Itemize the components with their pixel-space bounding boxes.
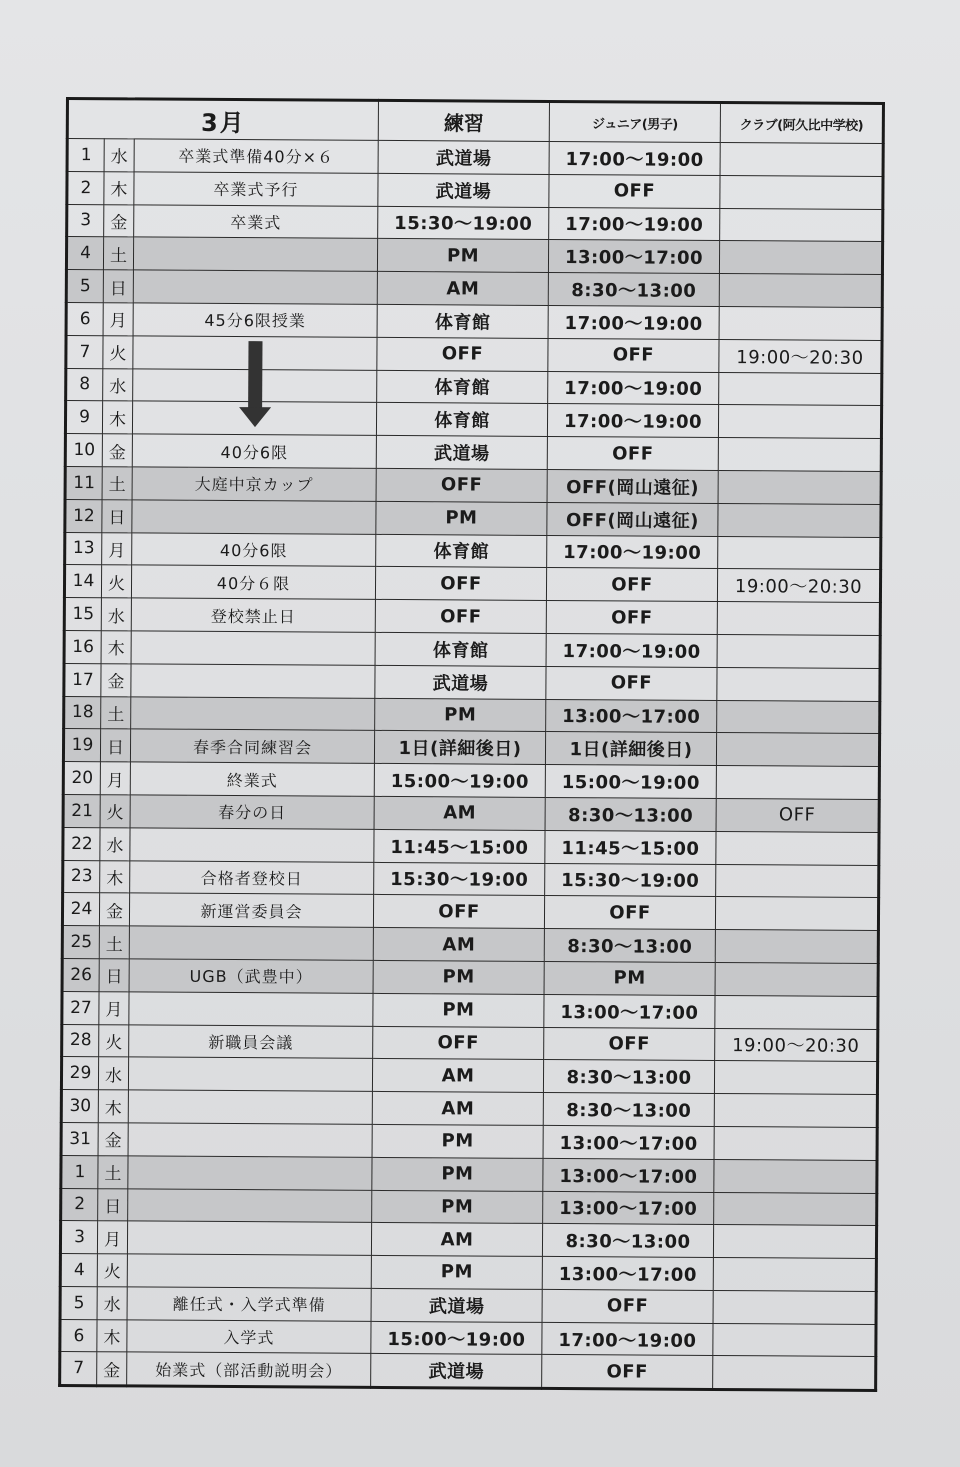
weekday: 月 <box>97 1221 127 1254</box>
club-header: クラブ(阿久比中学校) <box>720 102 883 143</box>
table-row <box>65 499 881 537</box>
day-number: 23 <box>63 860 100 893</box>
junior-cell: OFF <box>544 1027 715 1061</box>
weekday: 土 <box>98 1155 128 1188</box>
day-number: 31 <box>61 1122 98 1155</box>
table-row <box>61 1057 877 1095</box>
event-cell <box>132 500 376 534</box>
weekday: 水 <box>100 827 130 860</box>
day-number: 5 <box>60 1286 97 1319</box>
club-cell <box>719 372 882 406</box>
table-row <box>65 532 881 570</box>
event-cell: 離任式・入学式準備 <box>127 1287 371 1321</box>
event-cell: 45分6限授業 <box>133 303 377 337</box>
practice-header: 練習 <box>378 100 549 141</box>
junior-cell: 13:00〜17:00 <box>543 1158 714 1192</box>
weekday: 火 <box>97 1254 127 1287</box>
club-cell <box>717 602 880 636</box>
table-row <box>63 794 879 832</box>
junior-cell: 8:30〜13:00 <box>542 1224 713 1258</box>
event-cell: 大庭中京カップ <box>132 467 376 501</box>
practice-cell: 1日(詳細後日) <box>374 731 545 765</box>
event-cell: 入学式 <box>127 1320 371 1354</box>
table-row <box>67 204 883 242</box>
weekday: 火 <box>103 336 133 369</box>
practice-cell: PM <box>373 960 544 994</box>
weekday: 月 <box>103 303 133 336</box>
weekday: 水 <box>101 598 131 631</box>
table-row <box>64 630 880 668</box>
practice-cell: OFF <box>377 337 548 371</box>
junior-cell: 13:00〜17:00 <box>546 699 717 733</box>
weekday: 日 <box>103 270 133 303</box>
table-row <box>63 827 879 865</box>
day-number: 13 <box>65 532 102 565</box>
club-cell <box>719 306 882 340</box>
table-row <box>66 368 882 406</box>
practice-cell: 武道場 <box>371 1288 542 1322</box>
day-number: 24 <box>62 893 99 926</box>
practice-cell: AM <box>372 1059 543 1093</box>
day-number: 16 <box>64 630 101 663</box>
day-number: 18 <box>64 696 101 729</box>
junior-cell: 17:00〜19:00 <box>548 305 719 339</box>
weekday: 木 <box>101 631 131 664</box>
table-row <box>62 991 878 1029</box>
day-number: 4 <box>66 237 103 270</box>
day-number: 28 <box>62 1024 99 1057</box>
club-cell: OFF <box>716 798 879 832</box>
practice-cell: 武道場 <box>371 1354 542 1389</box>
weekday: 木 <box>102 401 132 434</box>
day-number: 2 <box>61 1188 98 1221</box>
junior-cell: 13:00〜17:00 <box>544 994 715 1028</box>
month-header: 3月 <box>67 99 378 141</box>
table-row <box>65 401 881 439</box>
day-number: 5 <box>66 270 103 303</box>
table-row <box>66 270 882 308</box>
table-row <box>65 466 881 504</box>
event-cell: 卒業式 <box>134 205 378 239</box>
event-cell: 卒業式予行 <box>134 172 378 206</box>
junior-cell: 13:00〜17:00 <box>548 240 719 274</box>
practice-cell: AM <box>374 796 545 830</box>
table-row <box>64 565 880 603</box>
day-number: 17 <box>64 663 101 696</box>
table-row <box>66 237 882 275</box>
weekday: 土 <box>103 237 133 270</box>
junior-cell: 15:30〜19:00 <box>545 863 716 897</box>
event-cell <box>127 1254 371 1288</box>
junior-cell: 17:00〜19:00 <box>548 371 719 405</box>
event-cell <box>128 1090 372 1124</box>
event-cell <box>128 1057 372 1091</box>
table-row <box>66 302 882 340</box>
event-cell <box>133 270 377 304</box>
event-cell <box>128 1188 372 1222</box>
day-number: 3 <box>60 1221 97 1254</box>
event-cell: 40分6限 <box>132 532 376 566</box>
club-cell: 19:00〜20:30 <box>715 1028 878 1062</box>
table-row <box>61 1122 877 1160</box>
club-cell <box>713 1258 876 1292</box>
practice-cell: PM <box>376 501 547 535</box>
table-row <box>60 1319 876 1357</box>
junior-cell: 13:00〜17:00 <box>542 1257 713 1291</box>
club-cell <box>714 1126 877 1160</box>
junior-cell: 17:00〜19:00 <box>547 404 718 438</box>
club-cell: 19:00〜20:30 <box>719 339 882 373</box>
day-number: 7 <box>66 335 103 368</box>
practice-cell: PM <box>373 993 544 1027</box>
junior-cell: OFF <box>546 666 717 700</box>
practice-cell: 体育館 <box>376 403 547 437</box>
practice-cell: 15:30〜19:00 <box>374 862 545 896</box>
practice-cell: 体育館 <box>376 534 547 568</box>
practice-cell: 11:45〜15:00 <box>374 829 545 863</box>
event-cell: 新職員会議 <box>129 1024 373 1058</box>
practice-cell: OFF <box>375 567 546 601</box>
table-row <box>61 1188 877 1226</box>
junior-cell: 17:00〜19:00 <box>546 633 717 667</box>
practice-cell: 15:00〜19:00 <box>374 764 545 798</box>
club-cell: 19:00〜20:30 <box>717 569 880 603</box>
club-cell <box>715 995 878 1029</box>
weekday: 火 <box>99 1024 129 1057</box>
day-number: 2 <box>67 171 104 204</box>
junior-cell: OFF <box>544 896 715 930</box>
table-row <box>62 926 878 964</box>
event-cell: UGB（武豊中） <box>129 959 373 993</box>
schedule-body <box>60 139 884 1391</box>
weekday: 水 <box>104 139 134 172</box>
day-number: 29 <box>61 1057 98 1090</box>
junior-cell: PM <box>544 961 715 995</box>
table-row <box>63 762 879 800</box>
practice-cell: AM <box>372 1091 543 1125</box>
practice-cell: PM <box>372 1157 543 1191</box>
club-cell <box>714 1159 877 1193</box>
club-cell <box>718 470 881 504</box>
club-cell <box>716 733 879 767</box>
weekday: 金 <box>101 663 131 696</box>
junior-cell: 17:00〜19:00 <box>547 535 718 569</box>
junior-cell: 17:00〜19:00 <box>549 207 720 241</box>
weekday: 水 <box>103 368 133 401</box>
club-cell <box>717 700 880 734</box>
club-cell <box>720 208 883 242</box>
day-number: 19 <box>63 729 100 762</box>
weekday: 月 <box>102 532 132 565</box>
club-cell <box>715 897 878 931</box>
event-cell <box>131 696 375 730</box>
event-cell <box>128 1123 372 1157</box>
practice-cell: AM <box>373 928 544 962</box>
event-cell <box>129 926 373 960</box>
practice-cell: 15:30〜19:00 <box>378 206 549 240</box>
event-cell: 40分6限 <box>132 434 376 468</box>
day-number: 11 <box>65 466 102 499</box>
practice-cell: PM <box>377 239 548 273</box>
junior-cell: 17:00〜19:00 <box>549 141 720 175</box>
weekday: 木 <box>104 172 134 205</box>
day-number: 6 <box>66 302 103 335</box>
club-cell <box>713 1323 876 1357</box>
junior-cell: OFF <box>549 174 720 208</box>
day-number: 12 <box>65 499 102 532</box>
weekday: 火 <box>100 795 130 828</box>
table-row <box>64 696 880 734</box>
club-cell <box>719 241 882 275</box>
junior-cell: 1日(詳細後日) <box>545 732 716 766</box>
day-number: 25 <box>62 926 99 959</box>
junior-cell: OFF <box>542 1289 713 1323</box>
table-row <box>67 171 883 209</box>
club-cell <box>714 1061 877 1095</box>
practice-cell: 体育館 <box>377 370 548 404</box>
practice-cell: PM <box>372 1124 543 1158</box>
table-row <box>62 958 878 996</box>
junior-cell: OFF(岡山遠征) <box>547 502 718 536</box>
club-cell <box>718 405 881 439</box>
weekday: 日 <box>99 959 129 992</box>
junior-cell: OFF <box>546 568 717 602</box>
practice-cell: PM <box>375 698 546 732</box>
day-number: 3 <box>67 204 104 237</box>
table-row <box>61 1155 877 1193</box>
day-number: 1 <box>61 1155 98 1188</box>
junior-cell: 17:00〜19:00 <box>542 1322 713 1356</box>
event-cell: 始業式（部活動説明会） <box>127 1352 371 1387</box>
day-number: 6 <box>60 1319 97 1352</box>
event-cell <box>131 631 375 665</box>
junior-cell: OFF <box>548 338 719 372</box>
practice-cell: 武道場 <box>378 140 549 174</box>
junior-cell: 13:00〜17:00 <box>543 1191 714 1225</box>
day-number: 30 <box>61 1090 98 1123</box>
day-number: 21 <box>63 794 100 827</box>
junior-cell: 8:30〜13:00 <box>548 273 719 307</box>
weekday: 水 <box>98 1057 128 1090</box>
club-cell <box>713 1225 876 1259</box>
club-cell <box>720 142 883 176</box>
club-cell <box>713 1290 876 1324</box>
weekday: 日 <box>100 729 130 762</box>
table-row <box>60 1352 876 1391</box>
club-cell <box>714 1094 877 1128</box>
day-number: 27 <box>62 991 99 1024</box>
club-cell <box>713 1356 876 1391</box>
junior-cell: 11:45〜15:00 <box>545 830 716 864</box>
event-cell <box>128 1156 372 1190</box>
table-row <box>64 663 880 701</box>
day-number: 14 <box>64 565 101 598</box>
club-cell <box>717 634 880 668</box>
weekday: 金 <box>97 1352 127 1386</box>
event-cell <box>133 336 377 370</box>
day-number: 26 <box>62 958 99 991</box>
event-cell: 春季合同練習会 <box>130 729 374 763</box>
table-row <box>60 1221 876 1259</box>
header-row <box>67 99 883 144</box>
weekday: 土 <box>101 696 131 729</box>
weekday: 水 <box>97 1287 127 1320</box>
day-number: 9 <box>65 401 102 434</box>
practice-cell: AM <box>377 272 548 306</box>
table-row <box>62 1024 878 1062</box>
weekday: 土 <box>99 926 129 959</box>
club-cell <box>720 175 883 209</box>
practice-cell: OFF <box>373 895 544 929</box>
club-cell <box>717 667 880 701</box>
junior-cell: OFF(岡山遠征) <box>547 469 718 503</box>
practice-cell: OFF <box>376 468 547 502</box>
practice-cell: OFF <box>373 1026 544 1060</box>
table-row <box>63 860 879 898</box>
event-cell <box>133 237 377 271</box>
weekday: 金 <box>104 204 134 237</box>
table-row <box>66 335 882 373</box>
event-cell: 新運営委員会 <box>129 893 373 927</box>
junior-cell: 8:30〜13:00 <box>543 1093 714 1127</box>
practice-cell: PM <box>372 1190 543 1224</box>
day-number: 8 <box>66 368 103 401</box>
junior-cell: OFF <box>542 1355 713 1390</box>
practice-cell: 体育館 <box>377 304 548 338</box>
weekday: 金 <box>98 1123 128 1156</box>
weekday: 月 <box>100 762 130 795</box>
weekday: 火 <box>101 565 131 598</box>
club-cell <box>716 766 879 800</box>
club-cell <box>718 438 881 472</box>
club-cell <box>716 864 879 898</box>
weekday: 木 <box>98 1090 128 1123</box>
event-cell: 卒業式準備40分×６ <box>134 139 378 173</box>
table-row <box>65 434 881 472</box>
day-number: 22 <box>63 827 100 860</box>
event-cell: 終業式 <box>130 762 374 796</box>
club-cell <box>715 962 878 996</box>
event-cell: 春分の日 <box>130 795 374 829</box>
junior-cell: 8:30〜13:00 <box>544 929 715 963</box>
practice-cell: PM <box>371 1255 542 1289</box>
table-row <box>60 1254 876 1292</box>
club-cell <box>716 831 879 865</box>
club-cell <box>719 274 882 308</box>
event-cell <box>127 1221 371 1255</box>
day-number: 20 <box>63 762 100 795</box>
weekday: 日 <box>102 499 132 532</box>
practice-cell: 体育館 <box>375 632 546 666</box>
practice-cell: 武道場 <box>376 436 547 470</box>
practice-cell: OFF <box>375 600 546 634</box>
event-cell <box>130 828 374 862</box>
table-row <box>67 139 883 177</box>
event-cell: 40分６限 <box>131 565 375 599</box>
weekday: 日 <box>98 1188 128 1221</box>
event-cell <box>129 992 373 1026</box>
day-number: 4 <box>60 1254 97 1287</box>
junior-cell: 15:00〜19:00 <box>545 765 716 799</box>
table-row <box>62 893 878 931</box>
weekday: 月 <box>99 991 129 1024</box>
junior-cell: OFF <box>546 601 717 635</box>
junior-header: ジュニア(男子) <box>549 101 720 142</box>
event-cell <box>131 664 375 698</box>
table-row <box>61 1090 877 1128</box>
day-number: 1 <box>67 139 104 172</box>
day-number: 10 <box>65 434 102 467</box>
club-cell <box>718 536 881 570</box>
junior-cell: 8:30〜13:00 <box>545 797 716 831</box>
day-number: 15 <box>64 598 101 631</box>
day-number: 7 <box>60 1352 97 1386</box>
practice-cell: 武道場 <box>375 665 546 699</box>
weekday: 木 <box>97 1319 127 1352</box>
weekday: 土 <box>102 467 132 500</box>
table-row <box>60 1286 876 1324</box>
club-cell <box>714 1192 877 1226</box>
weekday: 金 <box>99 893 129 926</box>
table-row <box>64 598 880 636</box>
junior-cell: 13:00〜17:00 <box>543 1125 714 1159</box>
march-schedule-table <box>58 97 885 1392</box>
weekday: 金 <box>102 434 132 467</box>
event-cell: 合格者登校日 <box>130 860 374 894</box>
table-row <box>63 729 879 767</box>
junior-cell: OFF <box>547 437 718 471</box>
event-cell: 登校禁止日 <box>131 598 375 632</box>
club-cell <box>718 503 881 537</box>
weekday: 木 <box>100 860 130 893</box>
practice-cell: 15:00〜19:00 <box>371 1321 542 1355</box>
practice-cell: AM <box>371 1223 542 1257</box>
practice-cell: 武道場 <box>378 173 549 207</box>
club-cell <box>715 930 878 964</box>
junior-cell: 8:30〜13:00 <box>543 1060 714 1094</box>
